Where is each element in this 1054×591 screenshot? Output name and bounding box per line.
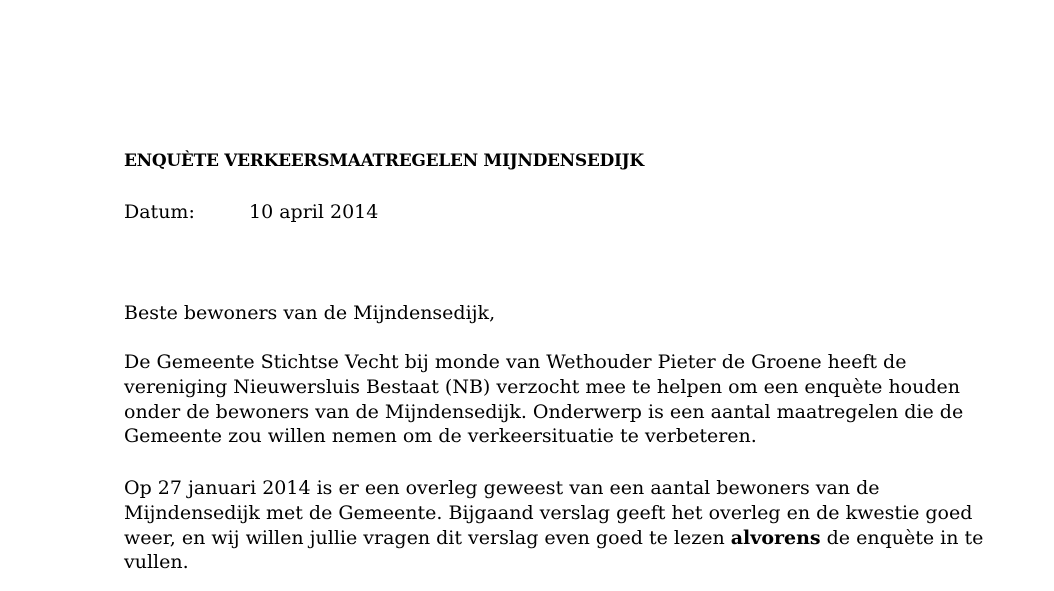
emphasis-word: alvorens [730,526,821,549]
paragraph-2 [124,476,1004,575]
paragraph-1-line: Gemeente zou willen nemen om de verkeersituatie te verbeteren. [124,425,757,448]
paragraph-2-line: vullen. [124,551,189,574]
document-title: ENQUÈTE VERKEERSMAATREGELEN MIJNDENSEDIJK [124,151,644,171]
date-label: Datum: [124,201,195,223]
paragraph-1 [124,350,1004,449]
paragraph-1-line: vereniging Nieuwersluis Bestaat (NB) verzocht mee te helpen om een enquète houden [124,375,960,398]
paragraph-1-line: onder de bewoners van de Mijndensedijk. Onderwerp is een aantal maatregelen die de [124,400,964,423]
date-value: 10 april 2014 [249,201,379,223]
greeting: Beste bewoners van de Mijndensedijk, [124,302,496,324]
paragraph-2-line: Op 27 januari 2014 is er een overleg geweest van een aantal bewoners van de [124,477,880,499]
paragraph-2-line [124,526,1004,551]
paragraph-2-text: weer, en wij willen jullie vragen dit verslag even goed te lezen [124,526,731,549]
date-row [124,201,378,223]
paragraph-2-line: Mijndensedijk met de Gemeente. Bijgaand verslag geeft het overleg en de kwestie goed [124,501,973,524]
paragraph-2-text: de enquète in te [820,526,984,549]
paragraph-1-line: De Gemeente Stichtse Vecht bij monde van Wethouder Pieter de Groene heeft de [124,351,907,373]
